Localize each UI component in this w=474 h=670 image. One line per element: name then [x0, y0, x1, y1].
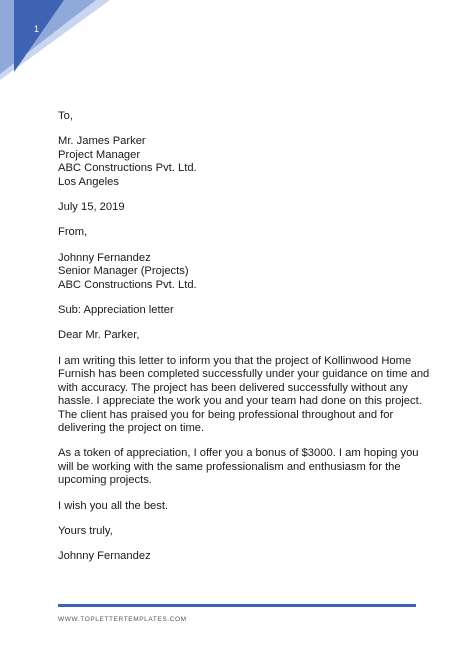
subject-block	[58, 304, 430, 317]
to-block	[58, 110, 430, 123]
closing: Yours truly,	[58, 524, 113, 537]
corner-decoration	[0, 0, 110, 80]
closing-block	[58, 525, 430, 538]
from-block	[58, 226, 430, 239]
greeting: Dear Mr. Parker,	[58, 329, 140, 342]
from-label: From,	[58, 226, 88, 239]
page-number: 1	[34, 24, 40, 34]
letter-body	[58, 110, 430, 576]
recipient-title: Project Manager	[58, 148, 141, 161]
recipient-city: Los Angeles	[58, 175, 119, 188]
sender-company: ABC Constructions Pvt. Ltd.	[58, 278, 197, 291]
to-label: To,	[58, 110, 73, 122]
sender-name: Johnny Fernandez	[58, 251, 151, 264]
date-block	[58, 201, 430, 214]
footer-rule	[58, 604, 416, 607]
signature: Johnny Fernandez	[58, 550, 151, 563]
body-paragraph-1: I am writing this letter to inform you that the project of Kollinwood Home Furnish has been completed successfully under your guidance on time and with accuracy. The project has been delivered successfully without any hassle. I appreciate the work you and your team had done on this project. The client has praised you for being professional throughout and for delivering the project on time.	[58, 354, 430, 434]
recipient-name: Mr. James Parker	[58, 135, 146, 148]
recipient-address	[58, 135, 430, 189]
body-paragraph-3: I wish you all the best.	[58, 499, 169, 512]
sender-address	[58, 252, 430, 292]
body-paragraph-2: As a token of appreciation, I offer you a bonus of $3000. I am hoping you will be working with the same professionalism and enthusiasm for the upcoming projects.	[58, 447, 419, 487]
sender-title: Senior Manager (Projects)	[58, 265, 189, 278]
letter-date: July 15, 2019	[58, 201, 125, 214]
greeting-block	[58, 329, 430, 342]
signature-block	[58, 550, 430, 563]
footer-website: WWW.TOPLETTERTEMPLATES.COM	[58, 616, 187, 623]
recipient-company: ABC Constructions Pvt. Ltd.	[58, 162, 197, 175]
subject-line: Sub: Appreciation letter	[58, 304, 174, 317]
